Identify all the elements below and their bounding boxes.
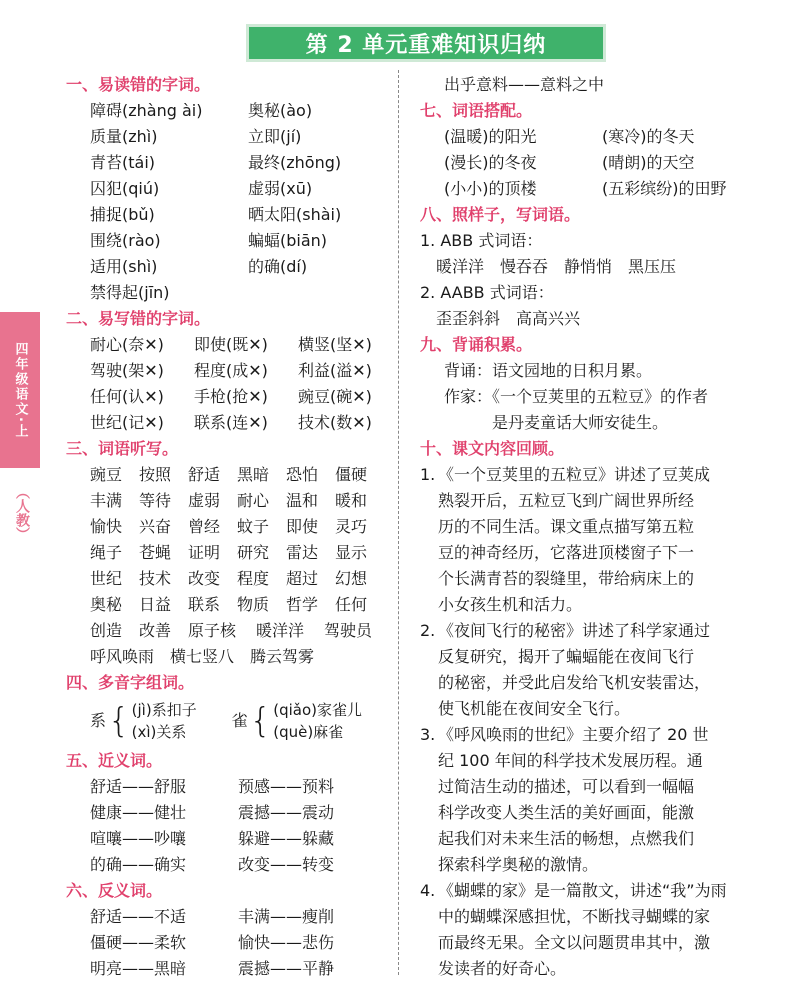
word-item: 哲学 bbox=[286, 595, 319, 614]
author-line: 作家：《一个豆荚里的五粒豆》的作者 bbox=[444, 387, 709, 406]
word-pair: 震撼——震动 bbox=[238, 803, 335, 822]
text-line: 《一个豆荚里的五粒豆》讲述了豆荚成 bbox=[438, 465, 711, 484]
word-item: 丰满 bbox=[90, 491, 123, 510]
word-item: 即使 bbox=[286, 517, 319, 536]
polyphone-group bbox=[232, 699, 392, 743]
text-line: 而最终无果。全文以问题贯串其中，激 bbox=[438, 933, 711, 952]
word-item: 研究 bbox=[237, 543, 270, 562]
collocation-item: (晴朗)的天空 bbox=[602, 153, 695, 172]
word-item: 最终(zhōng) bbox=[248, 153, 342, 172]
word-item: 黑暗 bbox=[237, 465, 270, 484]
word-item: 驾驶(架✕) bbox=[90, 361, 164, 380]
review-item bbox=[420, 618, 750, 722]
polyphone-group bbox=[90, 699, 232, 743]
text-line: 个长满青苔的裂缝里，带给病床上的 bbox=[438, 569, 695, 588]
text-line: 的秘密，并受此启发给飞机安装雷达， bbox=[438, 673, 711, 692]
polyphone-char: 雀 bbox=[231, 711, 248, 730]
synonyms bbox=[66, 774, 392, 878]
polyphone-word: (xì)关系 bbox=[131, 723, 187, 741]
word-item: 即使(既✕) bbox=[194, 335, 268, 354]
dictation-row bbox=[66, 618, 392, 644]
word-pair: 僵硬——柔软 bbox=[90, 933, 187, 952]
abb-label: 1. ABB 式词语： bbox=[420, 231, 543, 250]
word-item: 豌豆 bbox=[90, 465, 123, 484]
word-item: 兴奋 bbox=[139, 517, 172, 536]
section-heading: 六、反义词。 bbox=[66, 881, 163, 900]
dictation-idioms: 呼风唤雨 横七竖八 腾云驾雾 bbox=[90, 647, 315, 666]
miswritten-words bbox=[66, 332, 392, 436]
word-item: 质量(zhì) bbox=[90, 127, 158, 146]
text-line: 豆的神奇经历，它落进顶楼窗子下一 bbox=[438, 543, 695, 562]
collocation-item: (寒冷)的冬天 bbox=[602, 127, 695, 146]
grade-tab: 四年级语文·上 bbox=[0, 312, 40, 468]
word-item: 曾经 bbox=[188, 517, 221, 536]
word-item: 恐怕 bbox=[286, 465, 319, 484]
word-item: 舒适 bbox=[188, 465, 221, 484]
section-heading: 四、多音字组词。 bbox=[66, 673, 195, 692]
word-item: 显示 bbox=[335, 543, 368, 562]
word-item: 驾驶员 bbox=[324, 621, 373, 640]
word-pair: 躲避——躲藏 bbox=[238, 829, 335, 848]
collocation-item: (漫长)的冬夜 bbox=[444, 153, 537, 172]
word-item: 愉快 bbox=[90, 517, 123, 536]
page-title: 第 2 单元重难知识归纳 bbox=[246, 24, 606, 62]
word-item: 程度(成✕) bbox=[194, 361, 268, 380]
word-pair: 舒适——舒服 bbox=[90, 777, 187, 796]
section-heading: 九、背诵积累。 bbox=[420, 335, 533, 354]
word-item: 创造 bbox=[90, 621, 123, 640]
text-line: 《呼风唤雨的世纪》主要介绍了 20 世 bbox=[438, 725, 709, 744]
section-heading: 二、易写错的字词。 bbox=[66, 309, 211, 328]
word-item: 绳子 bbox=[90, 543, 123, 562]
word-item: 日益 bbox=[139, 595, 172, 614]
word-item: 原子核 bbox=[188, 621, 237, 640]
word-item: 围绕(rào) bbox=[90, 231, 161, 250]
abb-words: 暖洋洋 慢吞吞 静悄悄 黑压压 bbox=[436, 257, 677, 276]
author-line: 是丹麦童话大师安徒生。 bbox=[492, 413, 669, 432]
word-item: 世纪(记✕) bbox=[90, 413, 164, 432]
right-column bbox=[420, 72, 750, 982]
word-item: 技术 bbox=[139, 569, 172, 588]
word-item: 超过 bbox=[286, 569, 319, 588]
word-item: 僵硬 bbox=[335, 465, 368, 484]
word-item: 耐心(奈✕) bbox=[90, 335, 164, 354]
word-item: 雷达 bbox=[286, 543, 319, 562]
collocation-item: (五彩缤纷)的田野 bbox=[602, 179, 727, 198]
polyphone-word: (jì)系扣子 bbox=[131, 701, 197, 719]
word-item: 联系(连✕) bbox=[194, 413, 268, 432]
item-number: 2. bbox=[420, 621, 436, 640]
text-line: 《夜间飞行的秘密》讲述了科学家通过 bbox=[438, 621, 711, 640]
section-heading: 五、近义词。 bbox=[66, 751, 163, 770]
word-item: 横竖(坚✕) bbox=[298, 335, 372, 354]
item-number: 4. bbox=[420, 881, 436, 900]
collocation-item: (温暖)的阳光 bbox=[444, 127, 537, 146]
text-line: 过简洁生动的描述，可以看到一幅幅 bbox=[438, 777, 695, 796]
text-line: 发读者的好奇心。 bbox=[438, 959, 567, 978]
word-item: 证明 bbox=[188, 543, 221, 562]
word-item: 利益(溢✕) bbox=[298, 361, 372, 380]
aabb-words: 歪歪斜斜 高高兴兴 bbox=[436, 309, 581, 328]
antonyms bbox=[66, 904, 392, 982]
text-line: 《蝴蝶的家》是一篇散文，讲述“我”为雨 bbox=[438, 881, 727, 900]
word-item: 的确(dí) bbox=[248, 257, 308, 276]
word-item: 程度 bbox=[237, 569, 270, 588]
text-line: 熟裂开后，五粒豆飞到广阔世界所经 bbox=[438, 491, 695, 510]
section-heading: 七、词语搭配。 bbox=[420, 101, 533, 120]
word-item: 手枪(抢✕) bbox=[194, 387, 268, 406]
recite-line: 背诵：语文园地的日积月累。 bbox=[444, 361, 653, 380]
word-pair: 震撼——平静 bbox=[238, 959, 335, 978]
word-item: 奥秘(ào) bbox=[248, 101, 313, 120]
word-pair: 丰满——瘦削 bbox=[238, 907, 335, 926]
word-item: 等待 bbox=[139, 491, 172, 510]
review-item bbox=[420, 722, 750, 878]
text-line: 中的蝴蝶深感担忧，不断找寻蝴蝶的家 bbox=[438, 907, 711, 926]
word-item: 任何 bbox=[335, 595, 368, 614]
word-item: 幻想 bbox=[335, 569, 368, 588]
word-item: 捕捉(bǔ) bbox=[90, 205, 155, 224]
word-item: 青苔(tái) bbox=[90, 153, 156, 172]
section-heading: 八、照样子，写词语。 bbox=[420, 205, 581, 224]
word-item: 改善 bbox=[139, 621, 172, 640]
word-item: 苍蝇 bbox=[139, 543, 172, 562]
word-item: 囚犯(qiú) bbox=[90, 179, 160, 198]
word-pair: 舒适——不适 bbox=[90, 907, 187, 926]
word-item: 暖洋洋 bbox=[256, 621, 305, 640]
word-item: 温和 bbox=[286, 491, 319, 510]
word-item: 物质 bbox=[237, 595, 270, 614]
brace-icon: { bbox=[249, 701, 272, 741]
polyphone-char: 系 bbox=[90, 711, 107, 730]
word-pair: 喧嚷——吵嚷 bbox=[90, 829, 187, 848]
publisher-label: （人教） bbox=[14, 485, 30, 541]
text-line: 纪 100 年间的科学技术发展历程。通 bbox=[438, 751, 703, 770]
word-pair: 明亮——黑暗 bbox=[90, 959, 187, 978]
text-line: 小女孩生机和活力。 bbox=[438, 595, 583, 614]
word-pair: 愉快——悲伤 bbox=[238, 933, 335, 952]
text-line: 起我们对未来生活的畅想，点燃我们 bbox=[438, 829, 695, 848]
word-item: 按照 bbox=[139, 465, 172, 484]
word-item: 灵巧 bbox=[335, 517, 368, 536]
section-heading: 三、词语听写。 bbox=[66, 439, 179, 458]
word-item: 虚弱(xū) bbox=[248, 179, 313, 198]
word-pair: 改变——转变 bbox=[238, 855, 335, 874]
word-item: 蚊子 bbox=[237, 517, 270, 536]
word-pair: 出乎意料——意料之中 bbox=[444, 75, 605, 94]
word-pair: 健康——健壮 bbox=[90, 803, 187, 822]
collocations bbox=[420, 124, 750, 202]
review-item bbox=[420, 462, 750, 618]
left-column bbox=[66, 72, 392, 982]
text-line: 使飞机能在夜间安全飞行。 bbox=[438, 699, 631, 718]
word-item: 奥秘 bbox=[90, 595, 123, 614]
text-line: 历的不同生活。课文重点描写第五粒 bbox=[438, 517, 695, 536]
collocation-item: (小小)的顶楼 bbox=[444, 179, 537, 198]
review-item bbox=[420, 878, 750, 982]
word-item: 技术(数✕) bbox=[298, 413, 372, 432]
word-item: 立即(jí) bbox=[248, 127, 302, 146]
word-item: 豌豆(碗✕) bbox=[298, 387, 372, 406]
dictation-words bbox=[66, 462, 392, 618]
item-number: 1. bbox=[420, 465, 436, 484]
word-item: 禁得起(jīn) bbox=[90, 283, 170, 302]
text-line: 反复研究，揭开了蝙蝠能在夜间飞行 bbox=[438, 647, 695, 666]
word-pair: 预感——预料 bbox=[238, 777, 335, 796]
word-pair: 的确——确实 bbox=[90, 855, 187, 874]
section-heading: 十、课文内容回顾。 bbox=[420, 439, 565, 458]
item-number: 3. bbox=[420, 725, 436, 744]
polyphone-word: (qiǎo)家雀儿 bbox=[273, 701, 362, 719]
word-item: 晒太阳(shài) bbox=[248, 205, 342, 224]
word-item: 改变 bbox=[188, 569, 221, 588]
section-heading: 一、易读错的字词。 bbox=[66, 75, 211, 94]
polyphone-groups bbox=[66, 696, 392, 746]
word-item: 联系 bbox=[188, 595, 221, 614]
word-item: 适用(shì) bbox=[90, 257, 158, 276]
word-item: 蝙蝠(biān) bbox=[248, 231, 328, 250]
word-item: 虚弱 bbox=[188, 491, 221, 510]
aabb-label: 2. AABB 式词语： bbox=[420, 283, 554, 302]
text-line: 科学改变人类生活的美好画面，能激 bbox=[438, 803, 695, 822]
brace-icon: { bbox=[108, 701, 130, 741]
word-item: 世纪 bbox=[90, 569, 123, 588]
word-item: 暖和 bbox=[335, 491, 368, 510]
word-item: 耐心 bbox=[237, 491, 270, 510]
polyphone-word: (què)麻雀 bbox=[273, 723, 344, 741]
text-line: 探索科学奥秘的激情。 bbox=[438, 855, 599, 874]
word-item: 任何(认✕) bbox=[90, 387, 164, 406]
word-item: 障碍(zhàng ài) bbox=[90, 101, 203, 120]
misread-words bbox=[66, 98, 392, 306]
